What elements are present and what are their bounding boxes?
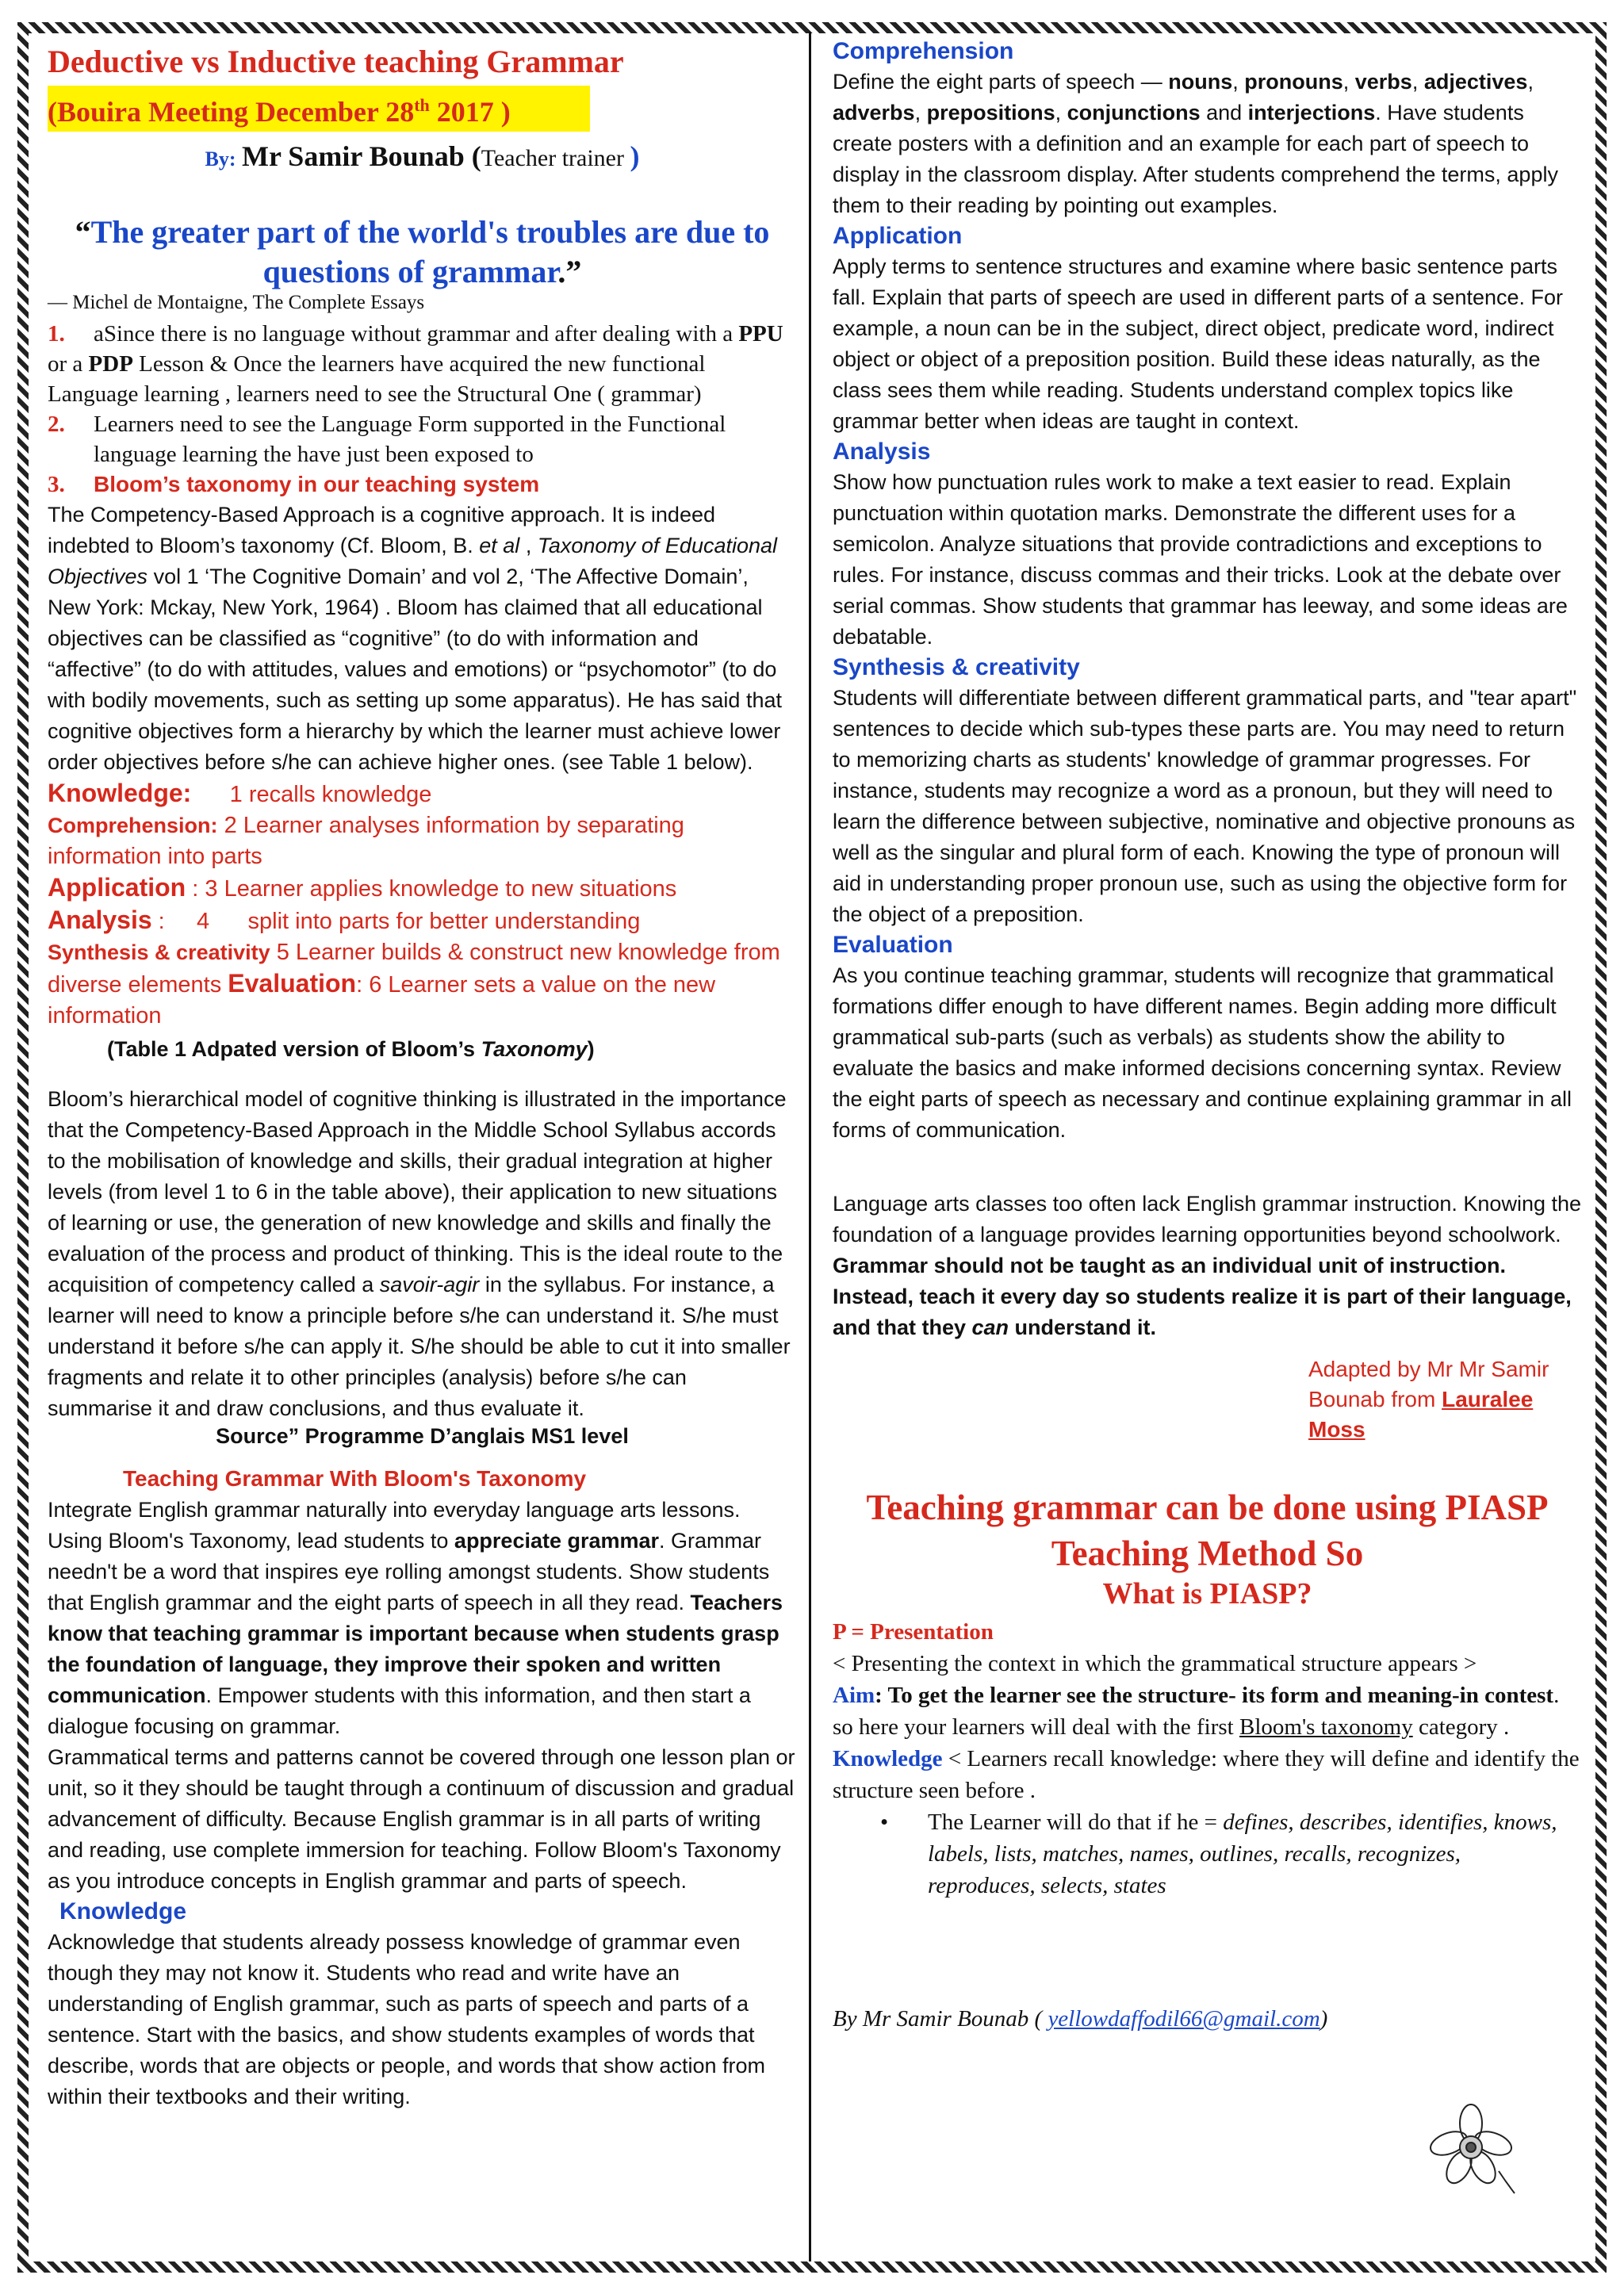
lang-bold: understand it. bbox=[1009, 1316, 1157, 1339]
table-row-knowledge bbox=[48, 778, 797, 810]
teaching-paragraph-2: Grammatical terms and patterns cannot be covered through one lesson plan or unit, so it they should be taught through a continuum of discussion and gradual advancement of difficulty. Because English grammar is in all parts of writing and reading, use complete immersion for teaching. Follow Bloom's Taxonomy as you introduce concepts in English grammar and parts of speech. bbox=[48, 1745, 795, 1893]
point-text: Learners need to see the Language Form supported in the Functional language learning the have just been exposed to bbox=[94, 412, 726, 467]
bloom-link[interactable]: Bloom's taxonomy bbox=[1239, 1714, 1413, 1740]
intro-text: , bbox=[519, 534, 538, 557]
pos-term: verbs bbox=[1354, 70, 1412, 94]
bullet-item bbox=[880, 1806, 1558, 1901]
pdp-term: PDP bbox=[88, 351, 133, 377]
pos-term: prepositions bbox=[926, 101, 1055, 124]
point-number: 3. bbox=[48, 472, 65, 497]
savoir-agir-term: savoir-agir bbox=[379, 1273, 480, 1296]
lang-text: Language arts classes too often lack English grammar instruction. Knowing the foundation of a language provides learning opportunities beyond schoolwork. bbox=[833, 1192, 1582, 1247]
knowledge-text: < Learners recall knowledge: where they will define and identify the structure seen before . bbox=[833, 1746, 1580, 1803]
teaching-heading: Teaching Grammar With Bloom's Taxonomy bbox=[123, 1466, 587, 1491]
so-line bbox=[833, 1711, 1582, 1743]
level-label: Evaluation bbox=[228, 969, 357, 998]
adapted-text: Adapted by Mr Mr Samir Bounab from bbox=[1308, 1357, 1549, 1411]
comp-text: and bbox=[1200, 101, 1248, 124]
analysis-paragraph: Show how punctuation rules work to make a text easier to read. Explain punctuation within quotation marks. Demonstrate the different uses for a semicolon. Analyze situations that provide contradictions and exceptions to rules. For instance, discuss commas and their tricks. Look at the debate over serial commas. Show students that grammar has leeway, and some ideas are debatable. bbox=[833, 470, 1568, 649]
bullet-text bbox=[928, 1806, 1558, 1901]
lang-bold: Grammar should not be taught as an individual unit of instruction. Instead, teach it every day so students realize it is part of their language, and that they bbox=[833, 1254, 1572, 1339]
author-role: Teacher trainer bbox=[481, 145, 630, 171]
aim-dot: . bbox=[1553, 1683, 1560, 1708]
point-text: or a bbox=[48, 351, 89, 377]
bloom-intro bbox=[48, 500, 797, 778]
meeting-text: (Bouira Meeting December 28 bbox=[48, 96, 415, 128]
source-line: Source” Programme D’anglais MS1 level bbox=[216, 1424, 629, 1448]
pos-term: adverbs bbox=[833, 101, 915, 124]
point-1 bbox=[48, 319, 797, 409]
hierarchy-paragraph bbox=[48, 1084, 797, 1424]
point-text: aSince there is no language without grammar and after dealing with a bbox=[94, 321, 739, 347]
piasp-subtitle: What is PIASP? bbox=[1102, 1577, 1312, 1610]
intro-text: The Competency-Based Approach is a cognitive approach. It is indeed indebted to Bloom’s taxonomy (Cf. Bloom, B. bbox=[48, 503, 715, 557]
knowledge-paragraph: Acknowledge that students already possess knowledge of grammar even though they may not know it. Students who read and write have an understanding of English grammar, such as parts of speech and parts of a sentence. Start with the basics, and show students examples of words that describe, words that are objects or people, and words that show action from within their textbooks and their writing. bbox=[48, 1930, 765, 2108]
level-label: Application bbox=[48, 873, 186, 902]
meeting-subtitle bbox=[48, 86, 590, 132]
synthesis-paragraph: Students will differentiate between different grammatical parts, and "tear apart" sentences to decide which sub-types these parts are. You may need to return to memorizing charts as students' knowledge of grammar progresses. For instance, students may recognize a word as a pronoun, but they will need to learn the difference between subjective, nominative and objective pronouns as well as the singular and plural form of each. Knowing the type of pronoun will aid in understanding proper pronoun use, such as using the objective form for the object of a preposition. bbox=[833, 686, 1577, 926]
caption-text: (Table 1 Adpated version of Bloom’s bbox=[107, 1037, 481, 1061]
intro-text: vol 1 ‘The Cognitive Domain’ and vol 2, ‘The Affective Domain’, New York: Mckay, New York, 1964) . Bloom has claimed that all educational objectives can be classified as “cognitive” (to do with information and “affective” (to do with attitudes, values and emotions) or “psychomotor” (to do with bodily movements, such as setting up some apparatus). He has said that cognitive objectives form a hierarchy by which the learner must achieve lower order objectives before s/he can achieve higher ones. (see Table 1 below). bbox=[48, 565, 782, 774]
author-link[interactable]: Lauralee Moss bbox=[1308, 1387, 1534, 1442]
level-text: 5 Learner builds & construct new knowledge from diverse elements bbox=[48, 940, 780, 998]
caption-em: Taxonomy bbox=[481, 1037, 588, 1061]
comp-text: , bbox=[1411, 70, 1424, 94]
teaching-text: . Empower students with this information, and then start a dialogue focusing on grammar. bbox=[48, 1683, 751, 1738]
intro-em: et al bbox=[479, 534, 520, 557]
level-label: Comprehension: bbox=[48, 814, 218, 837]
teaching-text: . Grammar needn't be a word that inspires eye rolling amongst students. Show students that English grammar and the eight parts of speech in all they read. bbox=[48, 1529, 770, 1614]
point-number: 1. bbox=[48, 321, 65, 347]
bloom-table bbox=[48, 778, 797, 1032]
comprehension-heading: Comprehension bbox=[833, 38, 1014, 64]
evaluation-heading: Evaluation bbox=[833, 932, 953, 958]
teaching-bold: Teachers know that teaching grammar is important because when students grasp the foundation of language, they improve their spoken and written communication bbox=[48, 1591, 783, 1707]
page-title: Deductive vs Inductive teaching Grammar bbox=[48, 44, 624, 79]
comp-text: , bbox=[1055, 101, 1067, 124]
caption-close: ) bbox=[587, 1037, 595, 1061]
comp-text: , bbox=[1527, 70, 1534, 94]
application-paragraph: Apply terms to sentence structures and examine where basic sentence parts fall. Explain that parts of speech are used in different parts of a sentence. For example, a noun can be in the subject, direct object, predicate word, indirect object or object of a preposition position. Build these ideas naturally, as the class sees them while reading. Students understand complex topics like grammar better when ideas are taught in context. bbox=[833, 255, 1564, 433]
point-3 bbox=[48, 469, 797, 500]
analysis-heading: Analysis bbox=[833, 439, 931, 465]
pos-term: nouns bbox=[1168, 70, 1233, 94]
pos-term: adjectives bbox=[1423, 70, 1528, 94]
table-caption bbox=[48, 1032, 797, 1067]
piasp-title: Teaching grammar can be done using PIASP Teaching Method So bbox=[866, 1488, 1549, 1573]
aim-label: Aim bbox=[833, 1683, 875, 1708]
comp-text: , bbox=[1342, 70, 1355, 94]
daffodil-drawing-icon bbox=[1423, 2100, 1519, 2195]
table-row-comprehension bbox=[48, 810, 797, 872]
author-name: Mr Samir Bounab ( bbox=[242, 140, 481, 172]
hierarchy-text: in the syllabus. For instance, a learner will need to know a principle before s/he can understand it. S/he must understand it before s/he can apply it. S/he should be able to cut it into smaller fragments and relate it to other principles (analysis) before s/he can summarise it and draw conclusions, and thus evaluate it. bbox=[48, 1273, 791, 1420]
verb-list: defines, describes, identifies, knows, labels, lists, matches, names, outlines, recalls, recognizes, reproduces, selects, states bbox=[928, 1810, 1557, 1898]
book-title: Taxonomy of Educational Objectives bbox=[48, 534, 778, 588]
byline bbox=[48, 140, 797, 173]
left-column bbox=[48, 32, 797, 2112]
comp-text: Define the eight parts of speech — bbox=[833, 70, 1169, 94]
presentation-text: < Presenting the context in which the grammatical structure appears > bbox=[833, 1651, 1477, 1676]
meeting-sup: th bbox=[414, 95, 430, 115]
level-text: : 3 Learner applies knowledge to new situations bbox=[186, 876, 677, 902]
comp-text: . Have students create posters with a definition and an example for each part of speech to display in the classroom display. After students comprehend the terms, apply them to their reading by pointing out examples. bbox=[833, 101, 1558, 217]
language-arts-paragraph bbox=[833, 1189, 1582, 1343]
quote-open: “ bbox=[75, 214, 91, 250]
quote-close: .” bbox=[557, 254, 582, 289]
level-text: : 4 split into parts for better understanding bbox=[151, 909, 641, 934]
table-row-analysis bbox=[48, 905, 797, 937]
knowledge-line bbox=[833, 1743, 1582, 1806]
knowledge-label: Knowledge bbox=[833, 1746, 943, 1771]
signature-close: ) bbox=[1320, 2006, 1328, 2032]
pos-term: conjunctions bbox=[1067, 101, 1201, 124]
application-heading: Application bbox=[833, 223, 963, 249]
synthesis-heading: Synthesis & creativity bbox=[833, 654, 1080, 680]
montaigne-quote bbox=[48, 213, 797, 292]
level-label: Analysis bbox=[48, 906, 152, 934]
column-divider bbox=[809, 32, 811, 2261]
comp-text: , bbox=[914, 101, 927, 124]
quote-source: — Michel de Montaigne, The Complete Essays bbox=[48, 292, 425, 313]
bullet-icon: • bbox=[880, 1810, 889, 1835]
point-2 bbox=[48, 409, 797, 469]
author-close: ) bbox=[630, 140, 640, 172]
pos-term: pronouns bbox=[1244, 70, 1343, 94]
table-row-application bbox=[48, 872, 797, 905]
hierarchy-text: Bloom’s hierarchical model of cognitive thinking is illustrated in the importance that the Competency-Based Approach in the Middle School Syllabus accords to the mobilisation of knowledge and skills, their gradual integration at higher levels (from level 1 to 6 in the table above), their application to new situations of learning or use, the generation of new knowledge and skills and finally the evaluation of the process and product of thinking. This is the ideal route to the acquisition of competency called a bbox=[48, 1087, 787, 1296]
so-text: so here your learners will deal with the first bbox=[833, 1714, 1239, 1740]
pos-term: interjections bbox=[1247, 101, 1376, 124]
point-number: 2. bbox=[48, 412, 65, 437]
comprehension-paragraph bbox=[833, 67, 1582, 221]
level-text: 1 recalls knowledge bbox=[191, 782, 432, 807]
so-text: category . bbox=[1412, 1714, 1510, 1740]
level-text: 2 Learner analyses information by separating information into parts bbox=[48, 813, 684, 869]
quote-text: The greater part of the world's troubles are due to questions of grammar bbox=[90, 214, 770, 289]
adapted-credit bbox=[1308, 1354, 1570, 1445]
table-row-synthesis-evaluation bbox=[48, 937, 797, 1032]
email-link[interactable]: yellowdaffodil66@gmail.com bbox=[1048, 2006, 1320, 2032]
comp-text: , bbox=[1232, 70, 1245, 94]
bullet-lead: The Learner will do that if he = bbox=[928, 1810, 1224, 1835]
teaching-text: Integrate English grammar naturally into everyday language arts lessons. Using Bloom's Taxonomy, lead students to bbox=[48, 1498, 741, 1553]
level-label: Knowledge: bbox=[48, 779, 192, 807]
right-column bbox=[833, 36, 1582, 2035]
signature bbox=[833, 2003, 1582, 2035]
point-heading: Bloom’s taxonomy in our teaching system bbox=[94, 472, 540, 496]
meeting-year: 2017 ) bbox=[429, 96, 511, 128]
teaching-paragraph-1 bbox=[48, 1495, 797, 1742]
level-label: Synthesis & creativity bbox=[48, 940, 270, 964]
knowledge-heading: Knowledge bbox=[59, 1898, 187, 1924]
aim-line bbox=[833, 1679, 1582, 1711]
by-label: By: bbox=[205, 147, 236, 170]
signature-text: By Mr Samir Bounab ( bbox=[833, 2006, 1048, 2032]
evaluation-paragraph: As you continue teaching grammar, students will recognize that grammatical formations differ enough to have different names. Begin adding more difficult grammatical sub-parts (such as verbals) as students show the ability to evaluate the basics and make informed decisions concerning syntax. Review the eight parts of speech as necessary and continue explaining grammar in all forms of communication. bbox=[833, 963, 1572, 1142]
lang-em: can bbox=[971, 1316, 1009, 1339]
ppu-term: PPU bbox=[738, 321, 783, 347]
point-text: Lesson & Once the learners have acquired the new functional Language learning , learners need to see the Structural One ( grammar) bbox=[48, 351, 706, 407]
presentation-label: P = Presentation bbox=[833, 1619, 994, 1645]
aim-text: : To get the learner see the structure- its form and meaning-in contest bbox=[875, 1683, 1554, 1708]
level-text: : 6 Learner sets a value on the new information bbox=[48, 972, 716, 1028]
teaching-bold: appreciate grammar bbox=[454, 1529, 660, 1553]
